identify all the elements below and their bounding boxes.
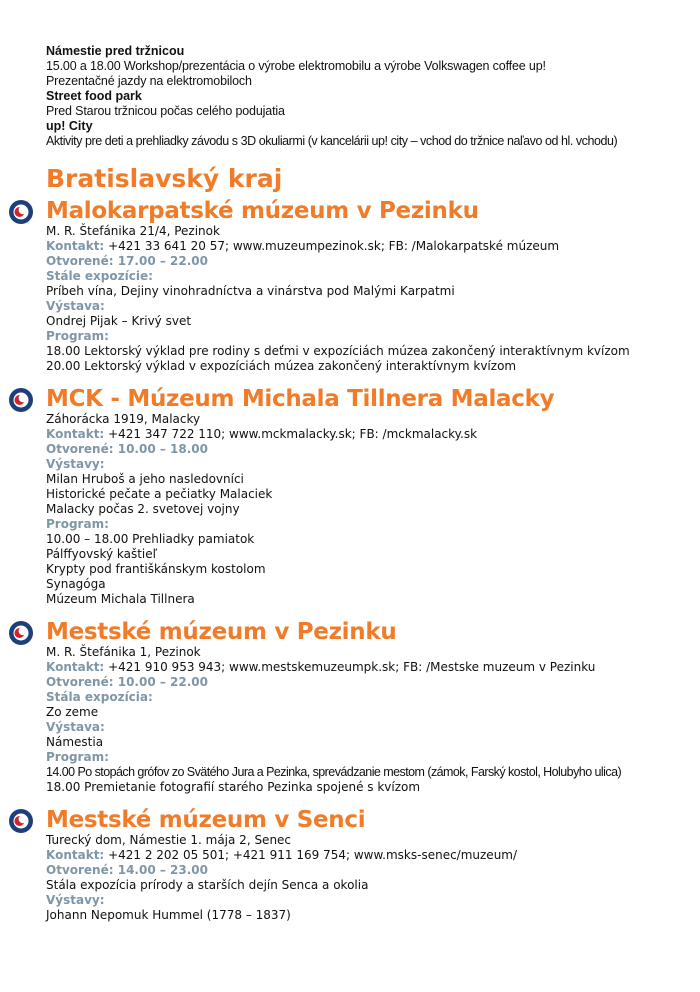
- museum-hours: 14.00 – 23.00: [117, 863, 209, 877]
- section-line: 14.00 Po stopách grófov zo Svätého Jura a Pezinka, sprevádzanie mestom (zámok, Farský kostol, Holubyho ulica): [46, 765, 622, 779]
- region-title: Bratislavský kraj: [46, 164, 283, 193]
- section-label: Výstava:: [46, 299, 105, 313]
- intro-heading: up! City: [46, 119, 93, 133]
- museum-title: MCK - Múzeum Michala Tillnera Malacky: [46, 386, 555, 412]
- section-label: Stála expozícia:: [46, 690, 153, 704]
- museum-title: Mestské múzeum v Senci: [46, 807, 366, 833]
- museum-contact-row: [46, 660, 686, 675]
- museum-entry: [46, 807, 686, 923]
- section-line: 18.00 Premietanie fotografií starého Pezinka spojené s kvízom: [46, 780, 421, 794]
- section-line: Johann Nepomuk Hummel (1778 – 1837): [46, 908, 291, 922]
- section-label: Výstavy:: [46, 893, 105, 907]
- section-line: Malacky počas 2. svetovej vojny: [46, 502, 240, 516]
- section-line: Múzeum Michala Tillnera: [46, 592, 195, 606]
- museum-address: Záhorácka 1919, Malacky: [46, 412, 201, 426]
- museum-entry: [46, 619, 686, 795]
- museum-title: Malokarpatské múzeum v Pezinku: [46, 198, 479, 224]
- section-line: Krypty pod františkánskym kostolom: [46, 562, 266, 576]
- museum-entry: [46, 198, 686, 374]
- museum-address: M. R. Štefánika 21/4, Pezinok: [46, 224, 220, 238]
- museum-title: Mestské múzeum v Pezinku: [46, 619, 397, 645]
- intro-line: 15.00 a 18.00 Workshop/prezentácia o výrobe elektromobilu a výrobe Volkswagen coffee up!: [46, 59, 546, 73]
- section-line: Milan Hruboš a jeho nasledovníci: [46, 472, 244, 486]
- museum-contact-row: [46, 427, 686, 442]
- intro-section: [46, 44, 686, 149]
- section-label: Program:: [46, 750, 109, 764]
- museum-address: Turecký dom, Námestie 1. mája 2, Senec: [46, 833, 292, 847]
- hours-label: Otvorené:: [46, 442, 114, 456]
- hours-label: Otvorené:: [46, 675, 114, 689]
- museum-logo-icon: [8, 387, 34, 413]
- museum-contact-row: [46, 239, 686, 254]
- section-line: Historické pečate a pečiatky Malaciek: [46, 487, 273, 501]
- museum-logo-icon: [8, 620, 34, 646]
- section-line: Pálffyovský kaštieľ: [46, 547, 158, 561]
- section-label: Výstavy:: [46, 457, 105, 471]
- section-label: Výstava:: [46, 720, 105, 734]
- museum-address: M. R. Štefánika 1, Pezinok: [46, 645, 201, 659]
- hours-label: Otvorené:: [46, 254, 114, 268]
- section-label: Stále expozície:: [46, 269, 153, 283]
- section-line: Stála expozícia prírody a starších dejín Senca a okolia: [46, 878, 369, 892]
- museum-logo-icon: [8, 199, 34, 225]
- museum-hours: 17.00 – 22.00: [117, 254, 209, 268]
- museum-hours-row: [46, 442, 686, 457]
- section-line: Ondrej Pijak – Krivý svet: [46, 314, 192, 328]
- museum-hours-row: [46, 863, 686, 878]
- intro-heading: Námestie pred tržnicou: [46, 44, 185, 58]
- section-label: Program:: [46, 517, 109, 531]
- museum-contact-row: [46, 848, 686, 863]
- section-line: 20.00 Lektorský výklad v expozíciách múzea zakončený interaktívnym kvízom: [46, 359, 517, 373]
- intro-line: Prezentačné jazdy na elektromobiloch: [46, 74, 252, 88]
- intro-line: Aktivity pre deti a prehliadky závodu s 3D okuliarmi (v kancelárii up! city – vchod do tržnice naľavo od hl. vchodu): [46, 134, 618, 148]
- museum-hours-row: [46, 675, 686, 690]
- museum-logo-icon: [8, 808, 34, 834]
- contact-label: Kontakt:: [46, 239, 105, 253]
- contact-label: Kontakt:: [46, 427, 105, 441]
- intro-heading: Street food park: [46, 89, 142, 103]
- section-line: 10.00 – 18.00 Prehliadky pamiatok: [46, 532, 255, 546]
- contact-label: Kontakt:: [46, 848, 105, 862]
- museum-entry: [46, 386, 686, 607]
- section-line: Námestia: [46, 735, 104, 749]
- section-line: Synagóga: [46, 577, 106, 591]
- museum-hours: 10.00 – 22.00: [117, 675, 209, 689]
- hours-label: Otvorené:: [46, 863, 114, 877]
- section-line: 18.00 Lektorský výklad pre rodiny s deťmi v expozíciách múzea zakončený interaktívnym kvízom: [46, 344, 630, 358]
- section-line: Zo zeme: [46, 705, 99, 719]
- section-line: Príbeh vína, Dejiny vinohradníctva a vinárstva pod Malými Karpatmi: [46, 284, 455, 298]
- contact-label: Kontakt:: [46, 660, 105, 674]
- intro-line: Pred Starou tržnicou počas celého podujatia: [46, 104, 285, 118]
- museum-hours: 10.00 – 18.00: [117, 442, 209, 456]
- museum-contact: +421 33 641 20 57; www.muzeumpezinok.sk; FB: /Malokarpatské múzeum: [108, 239, 560, 253]
- museum-contact: +421 910 953 943; www.mestskemuzeumpk.sk; FB: /Mestske muzeum v Pezinku: [108, 660, 596, 674]
- section-label: Program:: [46, 329, 109, 343]
- document-page: [46, 44, 686, 923]
- museum-hours-row: [46, 254, 686, 269]
- museum-contact: +421 2 202 05 501; +421 911 169 754; www.msks-senec/muzeum/: [108, 848, 518, 862]
- museum-contact: +421 347 722 110; www.mckmalacky.sk; FB: /mckmalacky.sk: [108, 427, 478, 441]
